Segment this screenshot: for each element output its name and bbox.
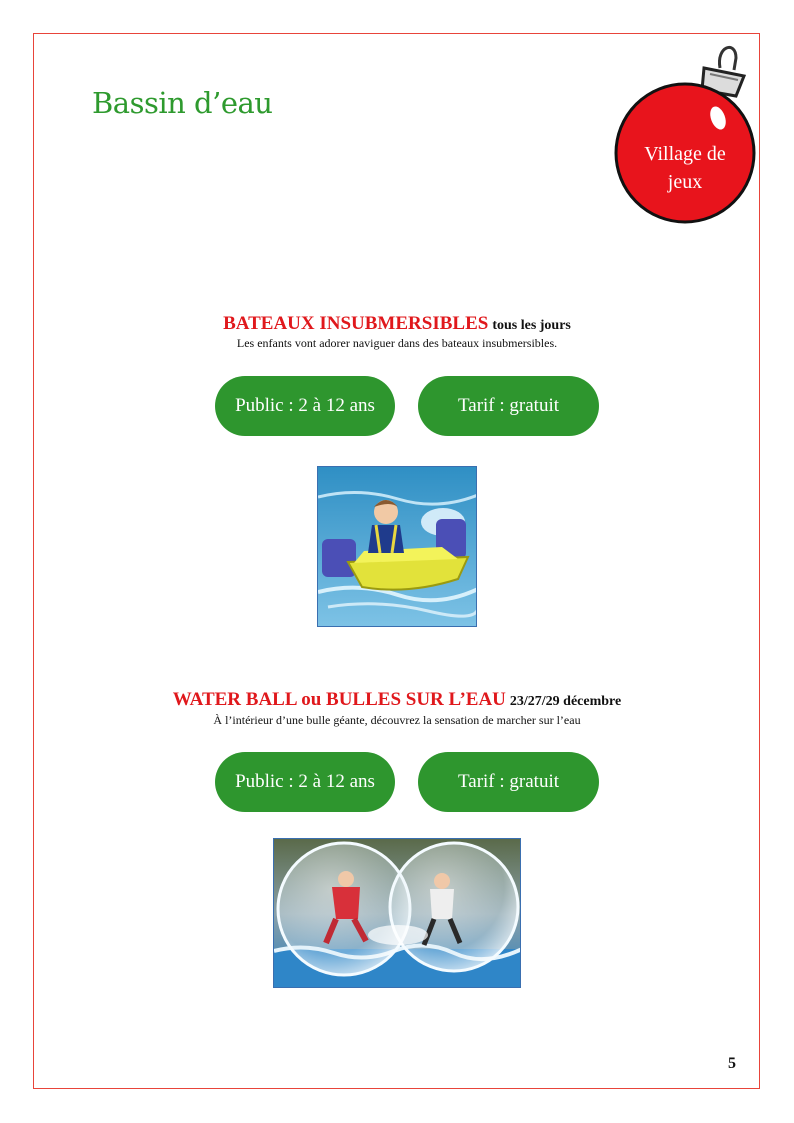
public-badge: Public : 2 à 12 ans xyxy=(215,752,395,812)
page-title: Bassin d’eau xyxy=(92,86,273,120)
section-title: WATER BALL ou BULLES SUR L’EAU xyxy=(172,689,506,710)
section-description: Les enfants vont adorer naviguer dans des bateaux insubmersibles. xyxy=(236,336,558,350)
tarif-badge: Tarif : gratuit xyxy=(418,752,599,812)
section-heading-water-ball xyxy=(0,689,794,711)
section-heading-bateaux xyxy=(0,313,794,335)
section-description: À l’intérieur d’une bulle géante, découvrez la sensation de marcher sur l’eau xyxy=(213,713,581,727)
public-badge: Public : 2 à 12 ans xyxy=(215,376,395,436)
section-schedule: 23/27/29 décembre xyxy=(509,694,622,709)
village-de-jeux-badge xyxy=(620,140,750,196)
tarif-badge: Tarif : gratuit xyxy=(418,376,599,436)
section-title: BATEAUX INSUBMERSIBLES xyxy=(223,313,489,334)
water-ball-photo-illustration xyxy=(274,839,521,988)
section-schedule: tous les jours xyxy=(492,318,571,333)
badge-line-1: Village de xyxy=(644,143,726,165)
boat-photo-illustration xyxy=(318,467,477,627)
boat-photo xyxy=(317,466,477,627)
water-ball-photo xyxy=(273,838,521,988)
christmas-ornament-icon xyxy=(612,38,758,224)
page-number: 5 xyxy=(728,1055,736,1072)
badge-line-2: jeux xyxy=(667,171,703,193)
